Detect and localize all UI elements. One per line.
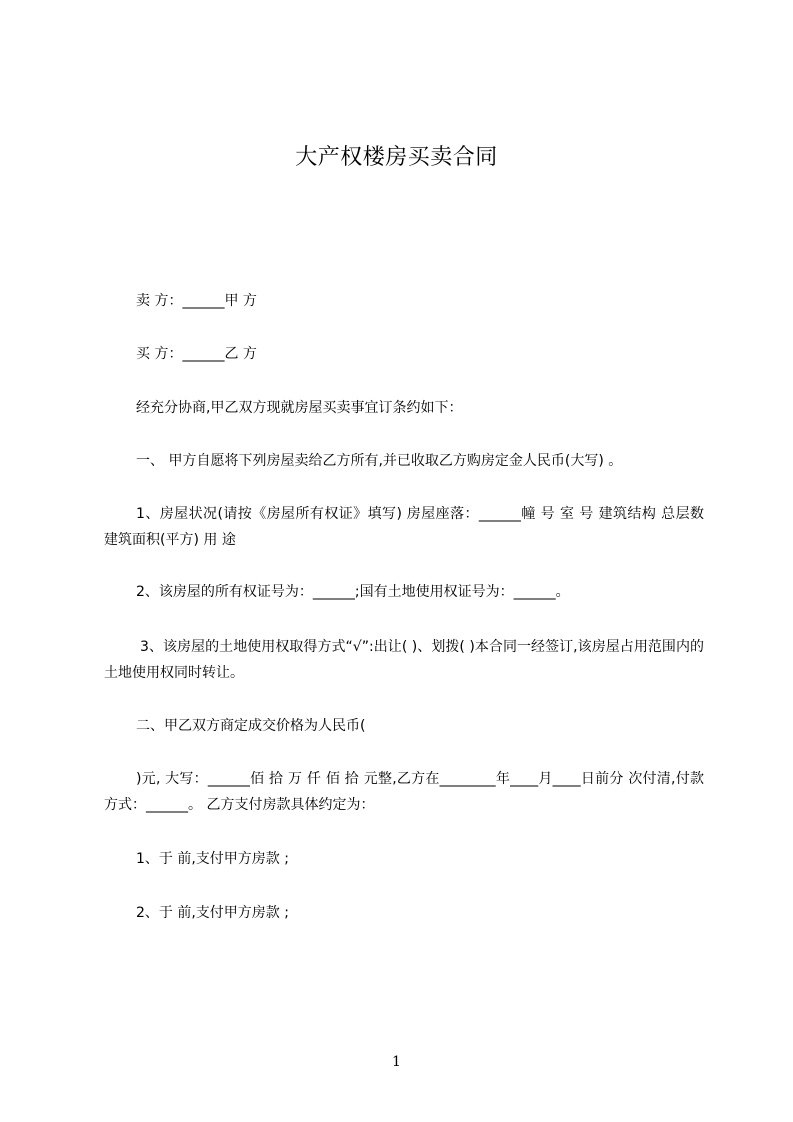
clause-1-item-3: 3、该房屋的土地使用权取得方式“√”:出让( )、划拨( )本合同一经签订,该房屋占用范围内的土地使用权同时转让。 [104,639,704,681]
payment-item-1: 1、于 前,支付甲方房款 ; [136,851,289,867]
clause-2-heading: 二、甲乙双方商定成交价格为人民币( [136,718,366,734]
page-number: 1 [392,1054,401,1070]
document-title: 大产权楼房买卖合同 [295,145,498,170]
clause-1-heading: 一、 甲方自愿将下列房屋卖给乙方所有,并已收取乙方购房定金人民币(大写) 。 [136,453,623,469]
intro-paragraph: 经充分协商,甲乙双方现就房屋买卖事宜订条约如下： [136,400,463,416]
clause-1-item-1: 1、房屋状况(请按《房屋所有权证》填写) 房屋座落：______幢 号 室 号 建筑结构 总层数 建筑面积(平方) 用 途 [104,506,704,548]
seller-line: 卖 方：______甲 方 [136,293,257,309]
clause-2-continuation: )元, 大写：______佰 拾 万 仟 佰 拾 元整,乙方在________年____月____日前分 次付清,付款方式：______。 乙方支付房款具体约定为： [104,771,704,813]
buyer-line: 买 方：______乙 方 [136,346,257,362]
payment-item-2: 2、于 前,支付甲方房款 ; [136,905,289,921]
clause-1-item-2: 2、该房屋的所有权证号为：______;国有土地使用权证号为：______。 [136,584,570,600]
